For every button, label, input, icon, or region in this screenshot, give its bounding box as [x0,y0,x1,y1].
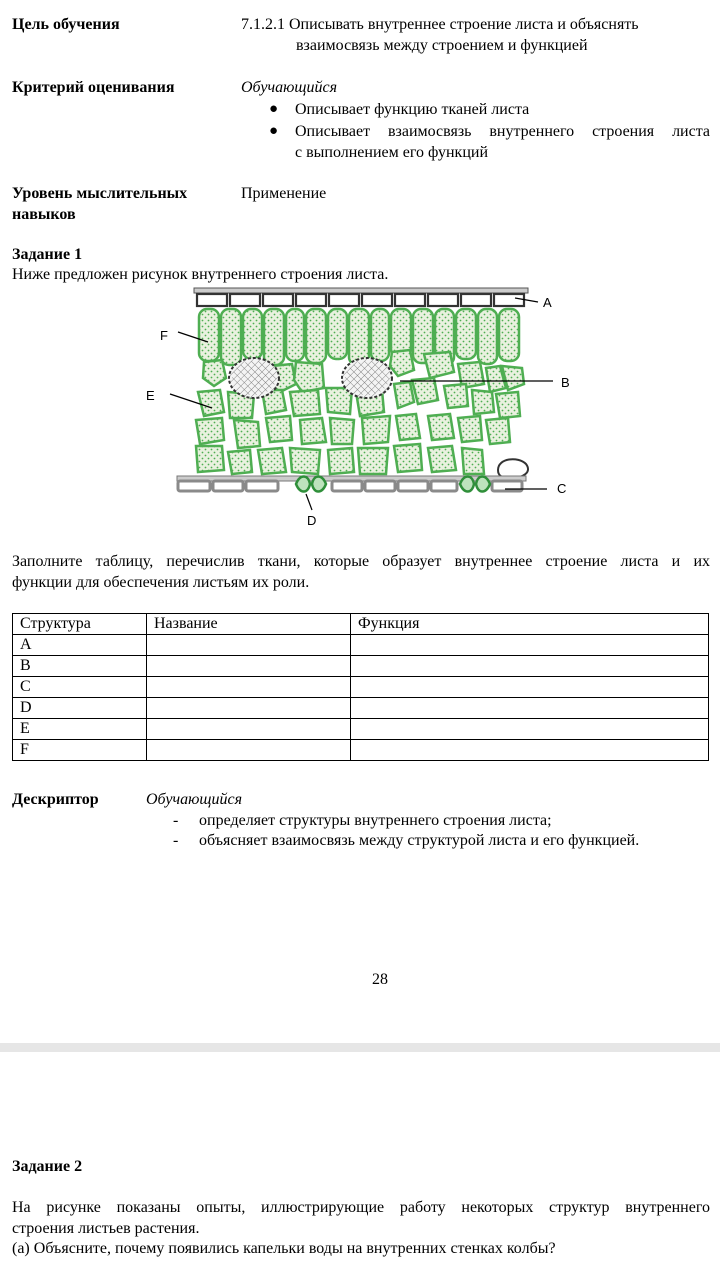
criteria-label: Критерий оценивания [12,79,175,96]
table-header-cell: Функция [351,614,709,635]
structure-cell: C [13,677,147,698]
structure-cell: D [13,698,147,719]
palisade-cells [199,309,519,365]
table-row [13,740,709,761]
table-row [13,698,709,719]
label-e: E [146,388,155,403]
structure-cell: B [13,656,147,677]
goal-text-line1: 7.1.2.1 Описывать внутреннее строение листа и объяснять [241,16,639,33]
upper-epidermis [197,294,524,306]
function-answer-cell[interactable] [351,740,709,761]
function-answer-cell[interactable] [351,719,709,740]
label-f: F [160,328,168,343]
name-answer-cell[interactable] [147,656,351,677]
level-value: Применение [241,185,327,202]
bullet-icon: ● [269,123,279,139]
task2-text-line2: строения листьев растения. [12,1220,200,1237]
dash-icon: - [173,832,179,849]
name-answer-cell[interactable] [147,740,351,761]
task1-intro: Ниже предложен рисунок внутреннего строения листа. [12,266,389,283]
structure-cell: E [13,719,147,740]
goal-label: Цель обучения [12,16,120,33]
task1-instruction-line1: Заполните таблицу, перечислив ткани, которые образует внутреннее строение листа и их [12,553,710,570]
criteria-item-1: Описывает функцию тканей листа [295,101,530,118]
task1-instruction-line2: функции для обеспечения листьям их роли. [12,574,310,591]
answer-table [12,613,709,761]
table-row [13,656,709,677]
name-answer-cell[interactable] [147,719,351,740]
criteria-lead: Обучающийся [241,79,338,96]
descriptor-item-1: определяет структуры внутреннего строения листа; [199,812,552,829]
table-header-cell: Структура [13,614,147,635]
descriptor-lead: Обучающийся [146,791,243,808]
label-a: A [543,295,552,310]
goal-text-line2: взаимосвязь между строением и функцией [296,37,588,54]
label-c: C [557,481,567,496]
name-answer-cell[interactable] [147,635,351,656]
table-row [13,677,709,698]
table-header-row [13,614,709,635]
task2-title: Задание 2 [12,1158,83,1175]
task2-text-line1: На рисунке показаны опыты, иллюстрирующие работу некоторых структур внутреннего [12,1199,710,1216]
label-d: D [307,513,317,528]
name-answer-cell[interactable] [147,698,351,719]
level-label-line1: Уровень мыслительных [12,185,188,202]
structure-cell: F [13,740,147,761]
table-row [13,635,709,656]
task2-question-a: (a) Объясните, почему появились капельки воды на внутренних стенках колбы? [12,1240,556,1257]
level-label-line2: навыков [12,206,76,223]
descriptor-label: Дескриптор [12,791,99,808]
function-answer-cell[interactable] [351,656,709,677]
bullet-icon: ● [269,101,279,117]
table-row [13,719,709,740]
function-answer-cell[interactable] [351,635,709,656]
label-b: B [561,375,570,390]
descriptor-item-2: объясняет взаимосвязь между структурой листа и его функцией. [199,832,640,849]
task1-title: Задание 1 [12,246,83,263]
cuticle-layer [194,288,528,293]
leaf-cross-section-diagram [0,280,720,530]
criteria-item-2-line2: с выполнением его функций [295,144,489,161]
function-answer-cell[interactable] [351,677,709,698]
page-separator [0,1043,720,1052]
page-number: 28 [372,971,388,988]
function-answer-cell[interactable] [351,698,709,719]
name-answer-cell[interactable] [147,677,351,698]
criteria-item-2-line1: Описывает взаимосвязь внутреннего строения листа [295,123,710,140]
dash-icon: - [173,812,179,829]
structure-cell: A [13,635,147,656]
table-header-cell: Название [147,614,351,635]
